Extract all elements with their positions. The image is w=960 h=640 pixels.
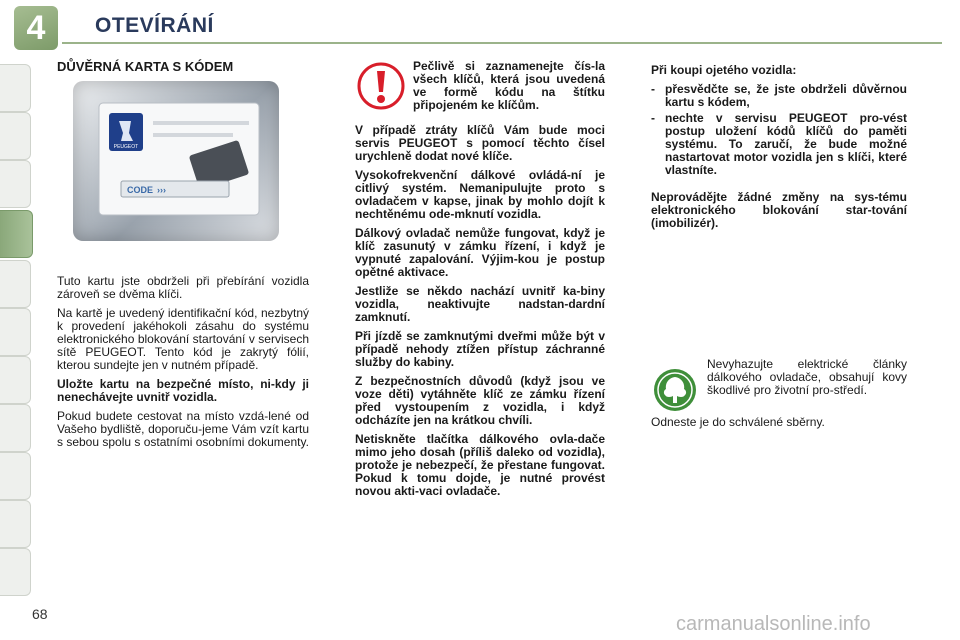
chapter-tab-9[interactable]	[0, 452, 31, 500]
chapter-tab-1[interactable]	[0, 64, 31, 112]
environment-text-recycle: Odneste je do schválené sběrny.	[651, 415, 825, 429]
column-right	[651, 64, 907, 435]
chapter-number-badge: 4	[14, 6, 58, 50]
header-divider	[62, 42, 942, 44]
chapter-tab-8[interactable]	[0, 404, 31, 452]
used-vehicle-title: Při koupi ojetého vozidla:	[651, 63, 797, 77]
list-item: - nechte v servisu PEUGEOT pro-vést postup uložení kódů klíčů do paměti systému. To zaručí, že bude možné nastartovat motor vozidla jen s klíči, které vlastníte.	[651, 112, 907, 177]
paragraph-immobiliser: Neprovádějte žádné změny na sys-tému elektronického blokování star-tování (imobilizér).	[651, 190, 907, 230]
chapter-tab-rail	[0, 0, 40, 640]
environment-text: Nevyhazujte elektrické články dálkového ovladače, obsahují kovy škodlivé pro životní pro-středí.	[707, 357, 907, 397]
page-title: OTEVÍRÁNÍ	[95, 14, 214, 37]
paragraph-locked-driving: Při jízdě se zamknutými dveřmi může být v případě nehody ztížen přístup záchranné služby do kabiny.	[355, 329, 605, 369]
warning-exclamation-icon	[357, 62, 405, 110]
paragraph-children-safety: Z bezpečnostních důvodů (když jsou ve voze děti) vytáhněte klíč ze zámku řízení před vystoupením z vozidla, i když odcházíte jen na krátkou chvíli.	[355, 374, 605, 427]
chapter-tab-7[interactable]	[0, 356, 31, 404]
paragraph-remote-sensitive: Vysokofrekvenční dálkové ovládá-ní je citlivý systém. Nemanipulujte proto s ovladačem v kapse, jinak by mohlo dojít k nechtěnému ode-mknutí vozidla.	[355, 168, 605, 221]
paragraph-remote-ignition: Dálkový ovladač nemůže fungovat, když je klíč zasunutý v zámku řízení, i když je vypnuté zapalování. Výjim-kou je postup opětné aktivace.	[355, 226, 605, 279]
warning-block	[355, 60, 605, 118]
page-number: 68	[32, 606, 48, 622]
chapter-tab-11[interactable]	[0, 548, 31, 596]
recycle-environment-icon	[653, 368, 697, 412]
paragraph-store-safely: Uložte kartu na bezpečné místo, ni-kdy ji nenechávejte uvnitř vozidla.	[57, 377, 309, 404]
section-title: DŮVĚRNÁ KARTA S KÓDEM	[57, 59, 234, 74]
warning-text: Pečlivě si zaznamenejte čís-la všech klíčů, která jsou uvedená ve formě kódu na štítku připojeném ke klíčům.	[413, 59, 605, 112]
environment-block	[651, 358, 907, 412]
paragraph-travel: Pokud budete cestovat na místo vzdá-lené od Vašeho bydliště, doporuču-jeme Vám vzít kartu s sebou spolu s ostatními osobními dokumenty.	[57, 409, 309, 449]
code-label: CODE	[127, 185, 154, 195]
chapter-tab-2[interactable]	[0, 112, 31, 160]
column-left	[57, 60, 309, 455]
svg-text:›››: ›››	[157, 185, 166, 195]
paragraph-card-received: Tuto kartu jste obdrželi při přebírání vozidla zároveň se dvěma klíči.	[57, 274, 309, 301]
list-item: - přesvědčte se, že jste obdrželi důvěrnou kartu s kódem,	[651, 83, 907, 109]
chapter-tab-3[interactable]	[0, 160, 31, 208]
paragraph-lost-keys: V případě ztráty klíčů Vám bude moci servis PEUGEOT s pomocí těchto čísel urychleně dodat nové klíče.	[355, 123, 605, 163]
paragraph-remote-range: Netiskněte tlačítka dálkového ovla-dače mimo jeho dosah (příliš daleko od vozidla), protože je nebezpečí, že přestane fungovat. Pokud k tomu dojde, je nutné provést novou akti-vaci ovladače.	[355, 432, 605, 498]
watermark: carmanualsonline.info	[676, 613, 871, 635]
chapter-tab-5[interactable]	[0, 260, 31, 308]
column-middle	[355, 60, 605, 504]
brand-text: PEUGEOT	[113, 144, 139, 150]
code-card-illustration	[73, 81, 279, 241]
chapter-tab-4-active[interactable]	[0, 210, 33, 258]
paragraph-deadlock: Jestliže se někdo nachází uvnitř ka-biny vozidla, neaktivujte nadstan-dardní zamknutí.	[355, 284, 605, 324]
used-vehicle-list	[651, 83, 907, 177]
code-card-image	[73, 81, 279, 241]
paragraph-card-code: Na kartě je uvedený identifikační kód, nezbytný k provedení jakéhokoli zásahu do systému elektronického blokování startování v servisech sítě PEUGEOT. Tento kód je zakrytý fólií, kterou sundejte jen v nutném případě.	[57, 306, 309, 372]
chapter-tab-6[interactable]	[0, 308, 31, 356]
chapter-tab-10[interactable]	[0, 500, 31, 548]
